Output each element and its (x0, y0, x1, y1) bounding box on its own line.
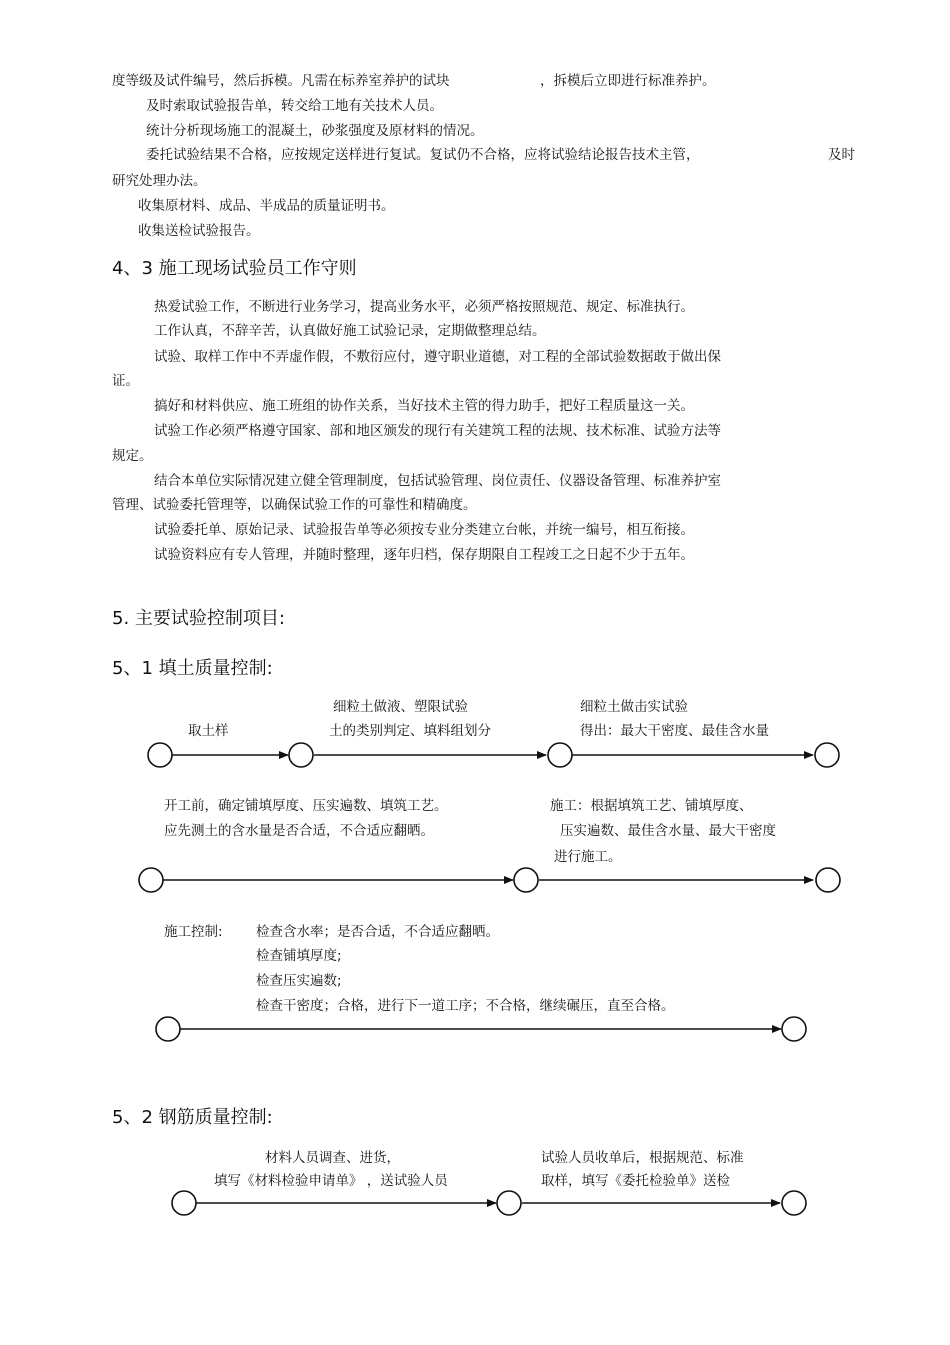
section-5-1-title: 5、1 填土质量控制: (112, 658, 273, 679)
flow-label-s52-left1: 材料人员调查、进货， (265, 1150, 400, 1166)
rule-line-4: 搞好和材料供应、施工班组的协作关系，当好技术主管的得力助手，把好工程质量这一关。 (154, 398, 694, 414)
intro-line-1a: 度等级及试件编号，然后拆模。凡需在标养室养护的试块 (112, 73, 450, 89)
flow-node (139, 868, 163, 892)
rule-line-2: 工作认真，不辞辛苦，认真做好施工试验记录，定期做整理总结。 (154, 323, 546, 339)
rule-line-8: 试验资料应有专人管理，并随时整理，逐年归档，保存期限自工程竣工之日起不少于五年。 (154, 547, 694, 563)
flow-label-row2-right3: 进行施工。 (554, 849, 622, 865)
intro-line-6: 收集原材料、成品、半成品的质量证明书。 (138, 198, 395, 214)
rule-line-5: 试验工作必须严格遵守国家、部和地区颁发的现行有关建筑工程的法规、技术标准、试验方法等 (154, 423, 721, 439)
flow-label-row2-right2: 压实遍数、最佳含水量、最大干密度 (560, 823, 776, 839)
flow-label-s52-right2: 取样，填写《委托检验单》送检 (541, 1173, 730, 1189)
rule-line-1: 热爱试验工作，不断进行业务学习，提高业务水平，必须严格按照规范、规定、标准执行。 (154, 299, 694, 315)
flow-label-row2-left2: 应先测土的含水量是否合适，不合适应翻晒。 (164, 823, 434, 839)
intro-line-1b: ，拆模后立即进行标准养护。 (540, 73, 716, 89)
flow-label-s52-left2: 填写《材料检验申请单》 ，送试验人员 (214, 1173, 448, 1189)
flow-label-row3-line3: 检查压实遍数; (256, 973, 342, 989)
flow-label-row3-line4: 检查干密度；合格，进行下一道工序；不合格，继续碾压，直至合格。 (256, 998, 675, 1014)
rule-line-6-cont: 管理、试验委托管理等，以确保试验工作的可靠性和精确度。 (112, 497, 477, 513)
intro-line-7: 收集送检试验报告。 (138, 223, 260, 239)
flow-label-row2-right1: 施工：根据填筑工艺、铺填厚度、 (550, 798, 753, 814)
flow-label-step1: 取土样 (188, 723, 229, 739)
rule-line-3: 试验、取样工作中不弄虚作假，不敷衍应付，遵守职业道德，对工程的全部试验数据敢于做出保 (154, 349, 721, 365)
intro-line-2: 及时索取试验报告单，转交给工地有关技术人员。 (146, 98, 443, 114)
flow-label-row3-line1: 检查含水率；是否合适，不合适应翻晒。 (256, 924, 499, 940)
flow-node (514, 868, 538, 892)
flow-node (816, 868, 840, 892)
intro-line-4a: 委托试验结果不合格，应按规定送样进行复试。复试仍不合格，应将试验结论报告技术主管， (146, 147, 700, 163)
rule-line-3-cont: 证。 (112, 373, 139, 389)
flow-label-s52-right1: 试验人员收单后，根据规范、标准 (541, 1150, 744, 1166)
flow-label-step3b: 得出：最大干密度、最佳含水量 (580, 723, 769, 739)
flow-label-step2b: 土的类别判定、填料组划分 (329, 723, 491, 739)
flow-label-step3a: 细粒土做击实试验 (580, 699, 688, 715)
flow-label-step2a: 细粒土做液、塑限试验 (333, 699, 468, 715)
intro-line-5: 研究处理办法。 (112, 173, 207, 189)
intro-line-4b: 及时 (828, 147, 855, 163)
rule-line-5-cont: 规定。 (112, 448, 153, 464)
section-5-2-title: 5、2 钢筋质量控制: (112, 1107, 273, 1128)
flow-node (156, 1017, 180, 1041)
flow-node (548, 743, 572, 767)
intro-line-3: 统计分析现场施工的混凝土，砂浆强度及原材料的情况。 (146, 123, 484, 139)
rule-line-7: 试验委托单、原始记录、试验报告单等必须按专业分类建立台帐，并统一编号，相互衔接。 (154, 522, 694, 538)
rule-line-6: 结合本单位实际情况建立健全管理制度，包括试验管理、岗位责任、仪器设备管理、标准养护室 (154, 473, 721, 489)
flow-label-row3-title: 施工控制: (164, 924, 223, 940)
flow-node (148, 743, 172, 767)
flow-node (782, 1191, 806, 1215)
flow-node (172, 1191, 196, 1215)
flow-node (782, 1017, 806, 1041)
flow-label-row2-left1: 开工前，确定铺填厚度、压实遍数、填筑工艺。 (164, 798, 448, 814)
flow-node (815, 743, 839, 767)
flow-node (289, 743, 313, 767)
section-4-3-title: 4、3 施工现场试验员工作守则 (112, 258, 357, 279)
section-5-title: 5. 主要试验控制项目: (112, 608, 285, 629)
flow-label-row3-line2: 检查铺填厚度; (256, 948, 342, 964)
flow-node (497, 1191, 521, 1215)
